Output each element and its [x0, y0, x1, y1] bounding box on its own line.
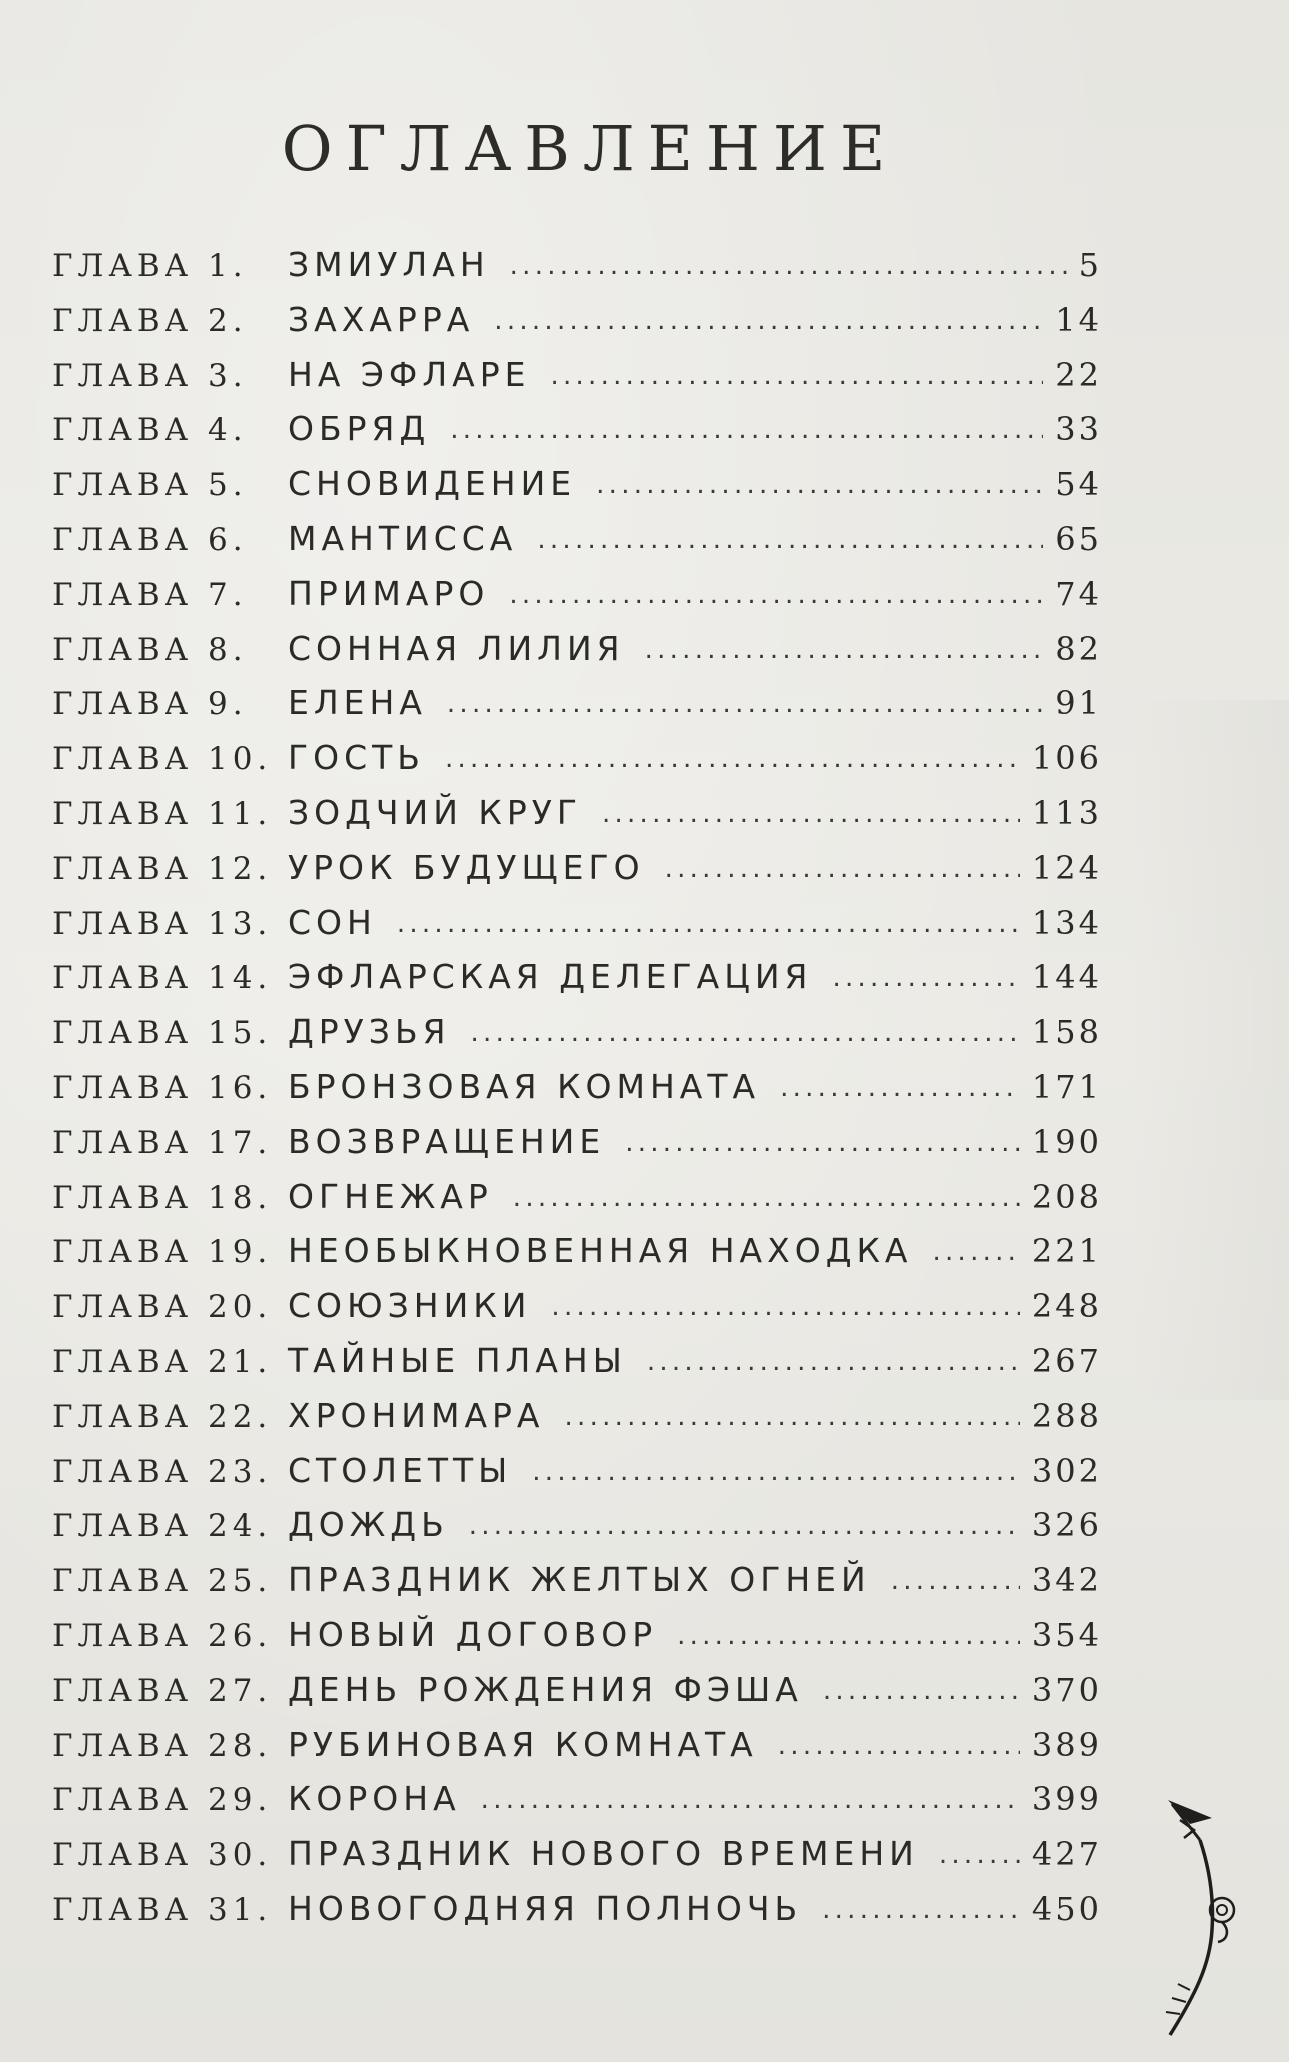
toc-entry — [52, 1067, 1102, 1122]
chapter-page-number: 248 — [1031, 1287, 1102, 1326]
chapter-page-number: 14 — [1055, 300, 1102, 339]
dot-leader — [932, 1237, 1019, 1267]
toc-entry — [52, 1670, 1102, 1725]
dot-leader — [677, 1621, 1020, 1651]
chapter-page-number: 134 — [1031, 903, 1102, 942]
dot-leader — [625, 1128, 1020, 1158]
chapter-number: ГЛАВА 11. — [52, 795, 273, 832]
dot-leader — [481, 1785, 1020, 1815]
chapter-number: ГЛАВА 3. — [52, 357, 248, 394]
chapter-number: ГЛАВА 28. — [52, 1727, 273, 1764]
chapter-number: ГЛАВА 15. — [52, 1015, 273, 1052]
chapter-title: ЕЛЕНА — [288, 683, 427, 723]
chapter-title: НЕОБЫКНОВЕННАЯ НАХОДКА — [288, 1231, 913, 1271]
chapter-title: СОННАЯ ЛИЛИЯ — [288, 628, 625, 668]
toc-entry — [52, 1834, 1102, 1889]
chapter-number: ГЛАВА 6. — [52, 521, 248, 558]
chapter-page-number: 144 — [1031, 958, 1102, 997]
chapter-page-number: 288 — [1031, 1396, 1102, 1435]
toc-entry — [52, 1451, 1102, 1506]
dot-leader — [596, 470, 1043, 500]
chapter-number: ГЛАВА 24. — [52, 1508, 273, 1545]
chapter-page-number: 267 — [1031, 1341, 1102, 1380]
chapter-number: ГЛАВА 1. — [52, 248, 248, 284]
dot-leader — [513, 1183, 1020, 1213]
toc-entry — [52, 519, 1102, 574]
chapter-page-number: 171 — [1031, 1067, 1102, 1106]
toc-entry — [52, 903, 1102, 958]
dot-leader — [450, 415, 1043, 445]
toc-entry — [52, 300, 1102, 355]
dot-leader — [510, 251, 1067, 281]
chapter-number: ГЛАВА 21. — [52, 1343, 273, 1380]
chapter-page-number: 399 — [1031, 1780, 1102, 1819]
chapter-title: ОБРЯД — [288, 409, 431, 449]
chapter-page-number: 158 — [1031, 1013, 1102, 1052]
chapter-title: ЗМИУЛАН — [288, 245, 490, 284]
chapter-page-number: 33 — [1055, 410, 1102, 449]
chapter-page-number: 389 — [1031, 1725, 1102, 1764]
chapter-page-number: 5 — [1078, 246, 1102, 284]
toc-entry — [52, 1122, 1102, 1177]
toc-entry — [52, 574, 1102, 629]
chapter-number: ГЛАВА 18. — [52, 1179, 273, 1216]
chapter-title: МАНТИССА — [288, 518, 518, 558]
chapter-page-number: 427 — [1031, 1835, 1102, 1874]
chapter-title: НА ЭФЛАРЕ — [288, 354, 531, 394]
chapter-title: ВОЗВРАЩЕНИЕ — [288, 1121, 606, 1161]
chapter-number: ГЛАВА 16. — [52, 1069, 273, 1106]
chapter-number: ГЛАВА 22. — [52, 1398, 273, 1435]
toc-entry — [52, 957, 1102, 1012]
chapter-title: ГОСТЬ — [288, 738, 425, 778]
chapter-title: ПРАЗДНИК НОВОГО ВРЕМЕНИ — [288, 1834, 919, 1874]
page-shadow — [1130, 700, 1289, 1400]
dot-leader — [471, 1018, 1020, 1048]
chapter-page-number: 65 — [1055, 519, 1102, 558]
dot-leader — [778, 1731, 1020, 1761]
chapter-number: ГЛАВА 9. — [52, 686, 248, 723]
chapter-title: ДРУЗЬЯ — [288, 1012, 451, 1052]
chapter-title: НОВОГОДНЯЯ ПОЛНОЧЬ — [288, 1888, 803, 1928]
chapter-page-number: 124 — [1031, 848, 1102, 887]
dot-leader — [665, 854, 1020, 884]
chapter-number: ГЛАВА 26. — [52, 1617, 273, 1654]
toc-entry — [52, 738, 1102, 793]
dot-leader — [537, 525, 1043, 555]
dot-leader — [551, 1292, 1020, 1322]
arrow-flourish-icon — [1150, 1780, 1260, 2050]
chapter-number: ГЛАВА 17. — [52, 1124, 273, 1161]
dot-leader — [397, 909, 1020, 939]
chapter-page-number: 82 — [1055, 629, 1102, 668]
toc-entry — [52, 1177, 1102, 1232]
chapter-page-number: 370 — [1031, 1670, 1102, 1709]
chapter-page-number: 91 — [1055, 684, 1102, 723]
dot-leader — [532, 1457, 1020, 1487]
chapter-title: ПРАЗДНИК ЖЕЛТЫХ ОГНЕЙ — [288, 1560, 871, 1600]
chapter-title: СТОЛЕТТЫ — [288, 1450, 513, 1490]
dot-leader — [509, 580, 1043, 610]
chapter-page-number: 106 — [1031, 739, 1102, 778]
chapter-title: ДЕНЬ РОЖДЕНИЯ ФЭША — [288, 1669, 803, 1709]
toc-entry — [52, 1615, 1102, 1670]
chapter-page-number: 450 — [1031, 1889, 1102, 1928]
dot-leader — [823, 1676, 1020, 1706]
chapter-number: ГЛАВА 29. — [52, 1782, 273, 1819]
chapter-title: УРОК БУДУЩЕГО — [288, 847, 645, 887]
chapter-number: ГЛАВА 10. — [52, 741, 273, 778]
toc-entry — [52, 1779, 1102, 1834]
chapter-title: СОЮЗНИКИ — [288, 1286, 532, 1326]
chapter-page-number: 354 — [1031, 1615, 1102, 1654]
chapter-number: ГЛАВА 19. — [52, 1234, 273, 1271]
chapter-number: ГЛАВА 14. — [52, 960, 273, 997]
chapter-page-number: 302 — [1031, 1451, 1102, 1490]
chapter-title: ДОЖДЬ — [288, 1505, 449, 1545]
chapter-title: НОВЫЙ ДОГОВОР — [288, 1614, 658, 1654]
dot-leader — [822, 1895, 1020, 1925]
toc-entry — [52, 1560, 1102, 1615]
toc-entry — [52, 1286, 1102, 1341]
chapter-page-number: 208 — [1031, 1177, 1102, 1216]
toc-entry — [52, 1012, 1102, 1067]
chapter-number: ГЛАВА 27. — [52, 1672, 273, 1709]
dot-leader — [939, 1840, 1020, 1870]
chapter-page-number: 190 — [1031, 1122, 1102, 1161]
chapter-number: ГЛАВА 31. — [52, 1891, 273, 1928]
chapter-title: КОРОНА — [288, 1779, 461, 1819]
toc-entry — [52, 1341, 1102, 1396]
toc-entry — [52, 245, 1102, 300]
toc-entry — [52, 683, 1102, 738]
toc-entry — [52, 629, 1102, 684]
chapter-page-number: 22 — [1055, 355, 1102, 394]
toc-entry — [52, 355, 1102, 410]
dot-leader — [447, 689, 1043, 719]
dot-leader — [647, 1347, 1020, 1377]
chapter-title: ТАЙНЫЕ ПЛАНЫ — [288, 1340, 627, 1380]
chapter-title: РУБИНОВАЯ КОМНАТА — [288, 1724, 758, 1764]
chapter-number: ГЛАВА 23. — [52, 1453, 273, 1490]
dot-leader — [780, 1073, 1020, 1103]
chapter-number: ГЛАВА 8. — [52, 631, 248, 668]
chapter-title: ХРОНИМАРА — [288, 1395, 545, 1435]
chapter-number: ГЛАВА 20. — [52, 1289, 273, 1326]
dot-leader — [891, 1566, 1020, 1596]
toc-entry — [52, 1505, 1102, 1560]
toc-entry — [52, 464, 1102, 519]
page-title: ОГЛАВЛЕНИЕ — [281, 112, 899, 185]
chapter-title: ОГНЕЖАР — [288, 1176, 493, 1216]
toc-entry — [52, 1725, 1102, 1780]
chapter-number: ГЛАВА 2. — [52, 302, 248, 339]
dot-leader — [494, 306, 1043, 336]
toc-entry — [52, 848, 1102, 903]
chapter-page-number: 113 — [1031, 793, 1102, 832]
toc-entry — [52, 409, 1102, 464]
table-of-contents — [52, 245, 1102, 1944]
chapter-title: ЗОДЧИЙ КРУГ — [288, 792, 582, 832]
chapter-page-number: 221 — [1031, 1232, 1102, 1271]
toc-entry — [52, 1231, 1102, 1286]
dot-leader — [565, 1402, 1020, 1432]
dot-leader — [469, 1511, 1020, 1541]
chapter-number: ГЛАВА 30. — [52, 1837, 273, 1874]
chapter-number: ГЛАВА 4. — [52, 412, 248, 449]
toc-entry — [52, 1396, 1102, 1451]
chapter-title: ПРИМАРО — [288, 573, 490, 613]
chapter-title: ЭФЛАРСКАЯ ДЕЛЕГАЦИЯ — [288, 957, 813, 997]
chapter-number: ГЛАВА 7. — [52, 576, 248, 613]
toc-entry — [52, 1889, 1102, 1944]
chapter-title: ЗАХАРРА — [288, 299, 475, 339]
dot-leader — [445, 744, 1020, 774]
chapter-title: БРОНЗОВАЯ КОМНАТА — [288, 1066, 761, 1106]
chapter-page-number: 326 — [1031, 1506, 1102, 1545]
dot-leader — [645, 635, 1044, 665]
chapter-page-number: 342 — [1031, 1561, 1102, 1600]
toc-entry — [52, 793, 1102, 848]
chapter-number: ГЛАВА 12. — [52, 850, 273, 887]
chapter-number: ГЛАВА 5. — [52, 467, 248, 504]
chapter-number: ГЛАВА 13. — [52, 905, 273, 942]
chapter-page-number: 54 — [1055, 465, 1102, 504]
dot-leader — [602, 799, 1020, 829]
chapter-number: ГЛАВА 25. — [52, 1563, 273, 1600]
dot-leader — [832, 963, 1019, 993]
chapter-page-number: 74 — [1055, 574, 1102, 613]
chapter-title: СОН — [288, 902, 377, 942]
dot-leader — [550, 361, 1043, 391]
chapter-title: СНОВИДЕНИЕ — [288, 464, 577, 504]
